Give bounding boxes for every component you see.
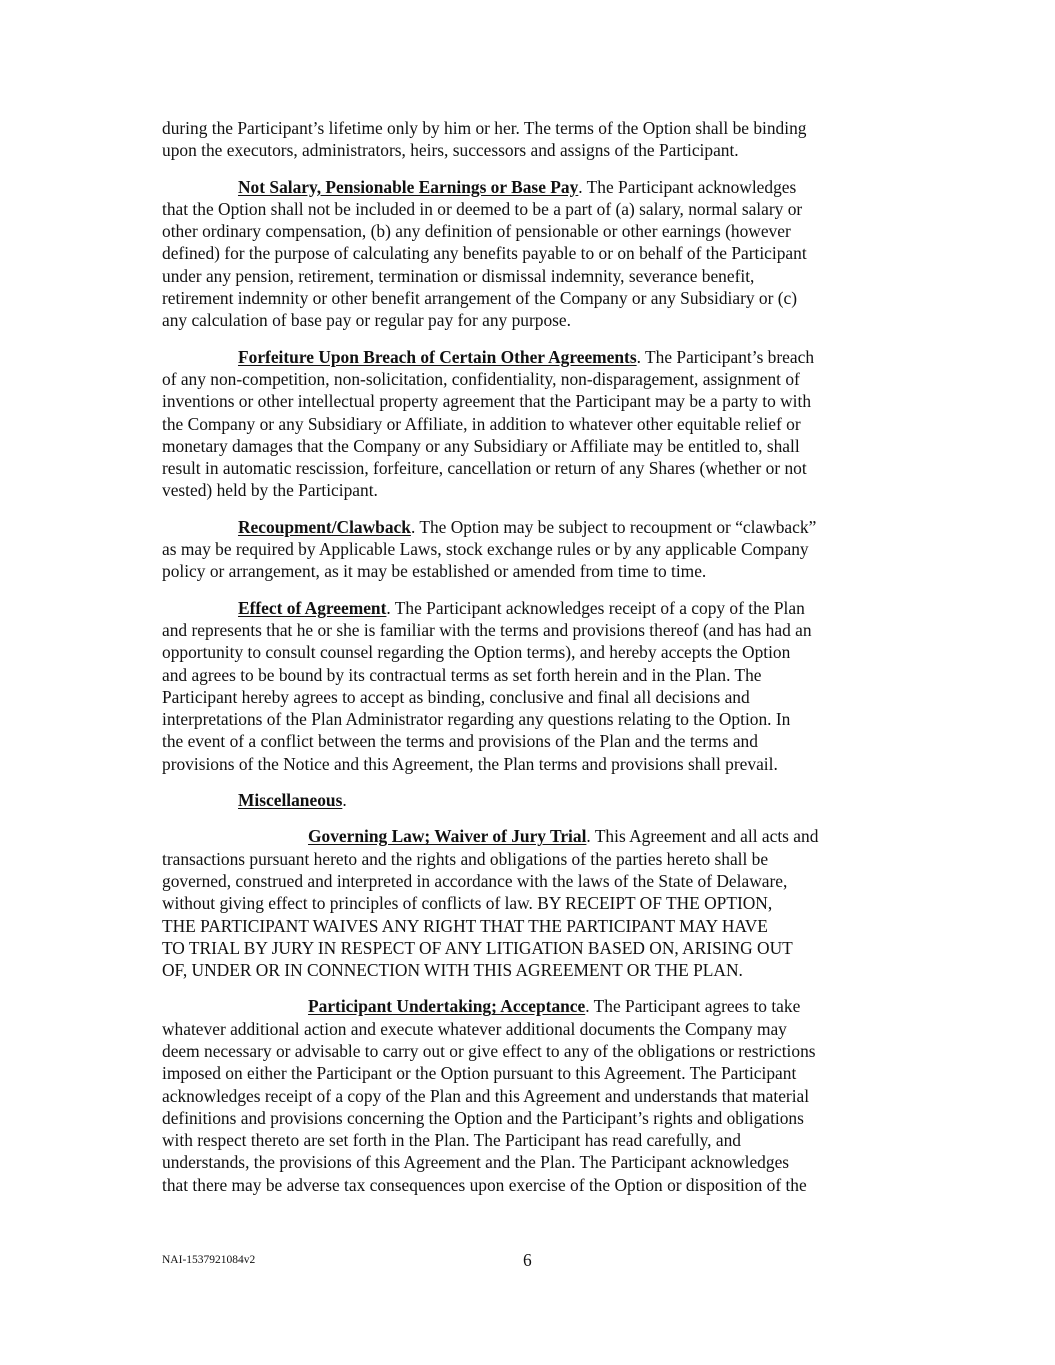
section-heading: Participant Undertaking; Acceptance <box>308 996 586 1017</box>
paragraph-not-salary <box>162 176 897 332</box>
paragraph-miscellaneous <box>162 789 897 811</box>
page-number: 6 <box>523 1250 532 1270</box>
paragraph-participant-undertaking <box>162 995 897 1196</box>
heading-punctuation: . <box>386 597 391 618</box>
section-heading: Forfeiture Upon Breach of Certain Other Agreements <box>238 346 637 367</box>
heading-punctuation: . <box>578 176 583 197</box>
paragraph-text: This Agreement and all acts and transactions pursuant hereto and the rights and obligations of the parties hereto shall be governed, construed and interpreted in accordance with the laws of the State of Delaware, without giving effect to principles of conflicts of law. BY RECEIPT OF THE OPTION, THE PARTICIPANT WAIVES ANY RIGHT THAT THE PARTICIPANT MAY HAVE TO TRIAL BY JURY IN RESPECT OF ANY LITIGATION BASED ON, ARISING OUT OF, UNDER OR IN CONNECTION WITH THIS AGREEMENT OR THE PLAN. <box>162 826 819 981</box>
paragraph-text: The Participant agrees to take whatever additional action and execute whatever additional documents the Company may deem necessary or advisable to carry out or give effect to any of the obligations or restrictions imposed on either the Participant or the Option pursuant to this Agreement. The Participant acknowledges receipt of a copy of the Plan and this Agreement and understands that material definitions and provisions concerning the Option and the Participant’s rights and obligations with respect thereto are set forth in the Plan. The Participant has read carefully, and understands, the provisions of this Agreement and the Plan. The Participant acknowledges that there may be adverse tax consequences upon exercise of the Option or disposition of the <box>162 996 816 1195</box>
paragraph-forfeiture <box>162 346 897 502</box>
section-heading: Recoupment/Clawback <box>238 516 411 537</box>
paragraph-governing-law <box>162 825 897 981</box>
section-heading: Effect of Agreement <box>238 597 387 618</box>
paragraph-text: The Option may be subject to recoupment or “clawback” as may be required by Applicable Laws, stock exchange rules or by any applicable Company policy or arrangement, as it may be established or amended from time to time. <box>162 516 817 582</box>
paragraph-text: during the Participant’s lifetime only by him or her. The terms of the Option shall be binding upon the executors, administrators, heirs, successors and assigns of the Participant. <box>162 118 807 161</box>
heading-punctuation: . <box>410 516 416 537</box>
heading-punctuation: . <box>342 790 347 811</box>
heading-punctuation: . <box>586 826 591 847</box>
paragraph-text: The Participant acknowledges that the Option shall not be included in or deemed to be a part of (a) salary, normal salary or other ordinary compensation, (b) any definition of pensionable or other earnings (however defined) for the purpose of calculating any benefits payable to or on behalf of the Participant under any pension, retirement, termination or dismissal indemnity, severance benefit, retirement indemnity or other benefit arrangement of the Company or any Subsidiary or (c) any calculation of base pay or regular pay for any purpose. <box>162 176 807 331</box>
section-heading: Miscellaneous <box>238 790 343 811</box>
paragraph-text: The Participant acknowledges receipt of a copy of the Plan and represents that he or she is familiar with the terms and provisions thereof (and has had an opportunity to consult counsel regarding the Option terms), and hereby accepts the Option and agrees to be bound by its contractual terms as set forth herein and in the Plan. The Participant hereby agrees to accept as binding, conclusive and final all decisions and interpretations of the Plan Administrator regarding any questions relating to the Option. In the event of a conflict between the terms and provisions of the Plan and the terms and provisions of the Notice and this Agreement, the Plan terms and provisions shall prevail. <box>162 597 812 774</box>
section-heading: Not Salary, Pensionable Earnings or Base Pay <box>238 176 579 197</box>
paragraph-effect-of-agreement <box>162 597 897 775</box>
paragraph-text: The Participant’s breach of any non-competition, non-solicitation, confidentiality, non-disparagement, assignment of inventions or other intellectual property agreement that the Participant may be a party to with the Company or any Subsidiary or Affiliate, in addition to whatever other equitable relief or monetary damages that the Company or any Subsidiary or Affiliate may be entitled to, shall result in automatic rescission, forfeiture, cancellation or return of any Shares (whether or not vested) held by the Participant. <box>162 346 815 501</box>
heading-punctuation: . <box>636 346 641 367</box>
section-heading: Governing Law; Waiver of Jury Trial <box>308 826 587 847</box>
document-id: NAI-1537921084v2 <box>162 1254 256 1266</box>
heading-punctuation: . <box>585 996 590 1017</box>
document-body <box>162 117 897 1210</box>
paragraph-continuation <box>162 117 897 162</box>
paragraph-recoupment <box>162 516 897 583</box>
